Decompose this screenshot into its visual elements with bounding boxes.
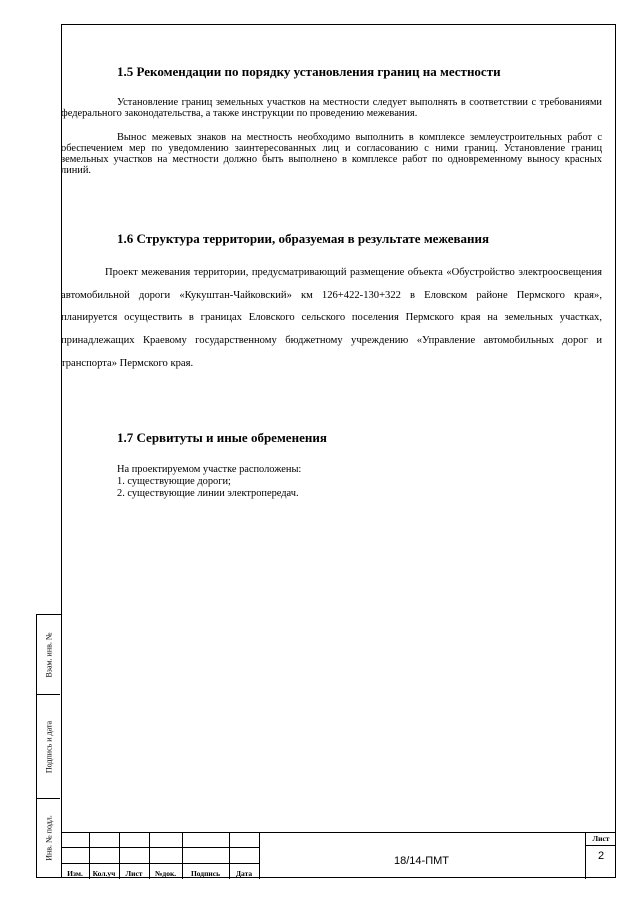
stamp-header-sheet: Лист [125,869,143,878]
section-1-5-paragraph-1: Установление границ земельных участков на местности следует выполнять в соответствии с требованиями федерального законодательства, а также инструкции по проведению межевания. [61,97,602,119]
section-1-5-paragraph-2: Вынос межевых знаков на местность необходимо выполнить в комплексе землеустроительных работ с обеспечением мер по уведомлению заинтересованных лиц и согласованию с ними границ. Установление границ земельных участков на местности должно быть выполнено в комплексе работ по одновременному выносу красных линий. [61,132,602,176]
side-strip [36,614,61,878]
stamp-col-sheet [119,833,150,879]
stamp-header-change: Изм. [67,869,83,878]
side-label-inventory: Инв. № подл. [44,815,53,861]
list-item: 1. существующие дороги; [117,476,231,487]
stamp-header-signature: Подпись [190,869,221,878]
side-label-signature: Подпись и дата [44,720,53,773]
section-1-7-intro: На проектируемом участке расположены: [117,464,302,475]
sheet-box [585,833,616,879]
sheet-label: Лист [586,833,616,846]
stamp-col-date [229,833,260,879]
sheet-number: 2 [597,850,605,862]
stamp-grid [61,833,259,879]
stamp-header-date: Дата [235,869,253,878]
list-item: 2. существующие линии электропередач. [117,488,299,499]
side-cell-inventory [37,799,60,877]
title-block [61,832,616,879]
document-code: 18/14-ПМТ [394,855,449,867]
side-label-replacement: Взам. инв. № [44,631,53,678]
section-1-6-paragraph-1: Проект межевания территории, предусматривающий размещение объекта «Обустройство электроосвещения автомобильной дороги «Кукуштан-Чайковский» км 126+422-130+322 в Еловском районе Пермского края», планируется осуществить в границах Еловского сельского поселения Пермского края на земельных участках, принадлежащих Краевому государственному бюджетному учреждению «Управление автомобильных дорог и транспорта» Пермского края. [61,267,602,369]
stamp-col-change [61,833,90,879]
section-1-7-heading: 1.7 Сервитуты и иные обременения [117,430,327,445]
section-1-6-heading: 1.6 Структура территории, образуемая в результате межевания [117,231,490,246]
side-cell-replacement [37,615,60,695]
section-1-5-heading: 1.5 Рекомендации по порядку установления границ на местности [117,64,501,79]
stamp-col-qty [89,833,120,879]
stamp-header-doc: №док. [154,869,177,878]
side-cell-signature [37,695,60,799]
stamp-col-doc [149,833,183,879]
stamp-col-signature [182,833,230,879]
stamp-header-qty: Кол.уч [92,869,116,878]
